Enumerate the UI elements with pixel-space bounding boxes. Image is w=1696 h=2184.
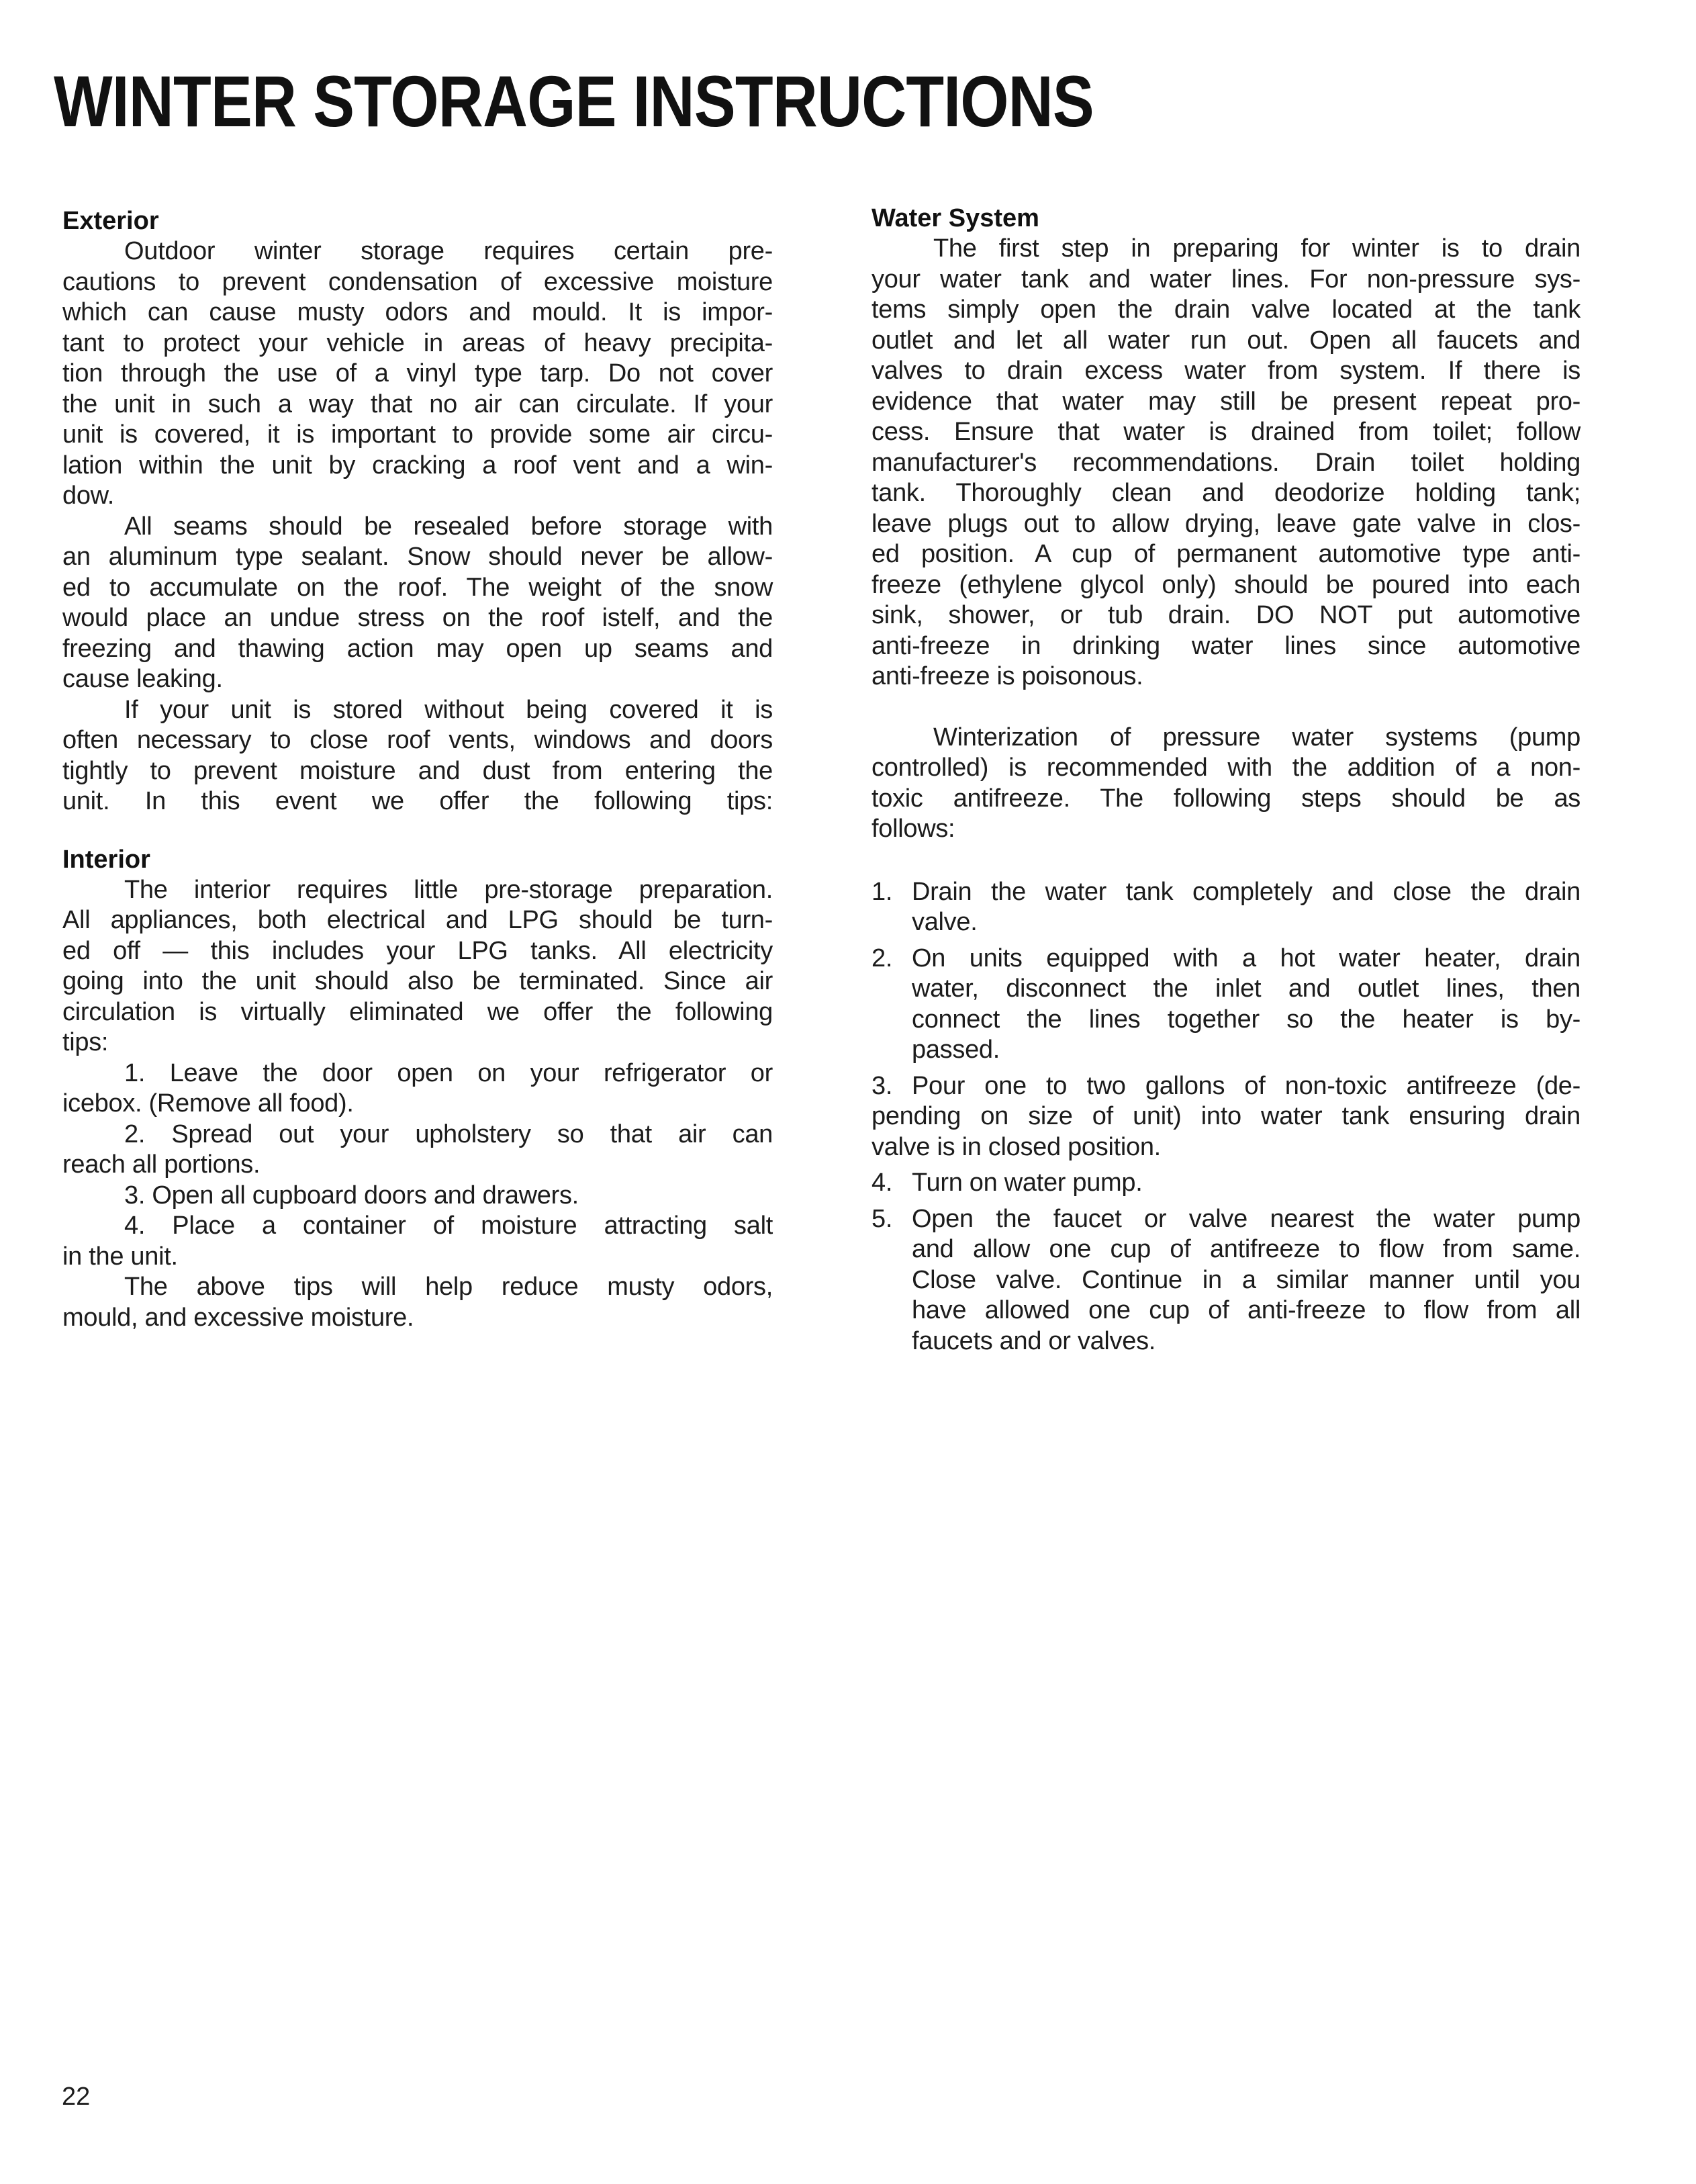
- text-line: have allowed one cup of anti-freeze to flow from all: [912, 1296, 1581, 1324]
- text-line: The first step in preparing for winter is to drain: [933, 234, 1581, 263]
- text-line: unit is covered, it is important to provide some air circu-: [62, 420, 773, 449]
- text-line: tank. Thoroughly clean and deodorize holding tank;: [871, 479, 1581, 507]
- text-line: and allow one cup of antifreeze to flow from same.: [912, 1235, 1581, 1263]
- text-line: [871, 1204, 1581, 1235]
- page-title: WINTER STORAGE INSTRUCTIONS: [54, 60, 1094, 142]
- paragraph: [62, 512, 773, 695]
- text-line: sink, shower, or tub drain. DO NOT put automotive: [871, 601, 1581, 629]
- text-line: in the unit.: [62, 1242, 178, 1271]
- text-line: leave plugs out to allow drying, leave gate valve in clos-: [871, 509, 1581, 538]
- list-item: [871, 1071, 1581, 1163]
- text-line: 3. Open all cupboard doors and drawers.: [124, 1181, 579, 1210]
- text-line: The above tips will help reduce musty odors,: [124, 1273, 773, 1301]
- page-number: 22: [62, 2083, 91, 2111]
- step-number: 5.: [871, 1204, 893, 1233]
- text-line: valves to drain excess water from system. If there is: [871, 357, 1581, 385]
- text-line: lation within the unit by cracking a roof vent and a win-: [62, 451, 773, 480]
- step-number: 1.: [871, 877, 893, 906]
- step-text: On units equipped with a hot water heater, drain: [912, 944, 1581, 972]
- step-text: Drain the water tank completely and close the drain: [912, 877, 1581, 906]
- text-line: would place an undue stress on the roof istelf, and the: [62, 604, 773, 632]
- text-line: which can cause musty odors and mould. It is impor-: [62, 298, 773, 326]
- paragraph: [871, 234, 1581, 692]
- text-line: your water tank and water lines. For non-pressure sys-: [871, 265, 1581, 293]
- paragraph: [871, 723, 1581, 845]
- paragraph: [62, 1211, 773, 1272]
- text-line: cautions to prevent condensation of excessive moisture: [62, 267, 773, 296]
- text-line: tightly to prevent moisture and dust from entering the: [62, 756, 773, 785]
- text-line: pending on size of unit) into water tank ensuring drain: [871, 1102, 1581, 1130]
- list-item: [871, 1204, 1581, 1357]
- text-line: [871, 877, 1581, 908]
- exterior-body: [62, 236, 773, 817]
- text-line: passed.: [912, 1036, 1000, 1064]
- text-line: an aluminum type sealant. Snow should never be allow-: [62, 543, 773, 571]
- text-line: Outdoor winter storage requires certain pre-: [124, 237, 773, 265]
- text-line: ed position. A cup of permanent automotive type anti-: [871, 540, 1581, 568]
- text-line: valve is in closed position.: [871, 1132, 1161, 1161]
- text-line: Close valve. Continue in a similar manner until you: [912, 1265, 1581, 1294]
- text-line: icebox. (Remove all food).: [62, 1089, 354, 1118]
- paragraph: [62, 695, 773, 817]
- right-column: [871, 203, 1581, 1357]
- step-number: 2.: [871, 944, 893, 972]
- section-heading-water-system: Water System: [871, 204, 1039, 232]
- text-line: The interior requires little pre-storage preparation.: [124, 875, 773, 904]
- paragraph: [62, 875, 773, 1058]
- text-line: ed to accumulate on the roof. The weight of the snow: [62, 573, 773, 602]
- text-line: faucets and or valves.: [912, 1326, 1156, 1355]
- list-item: [871, 877, 1581, 938]
- step-text: Pour one to two gallons of non-toxic antifreeze (de-: [912, 1071, 1581, 1100]
- text-line: water, disconnect the inlet and outlet lines, then: [912, 974, 1581, 1003]
- winterization-steps: [871, 877, 1581, 1357]
- text-line: freezing and thawing action may open up seams and: [62, 634, 773, 663]
- list-item: [871, 944, 1581, 1066]
- text-line: cause leaking.: [62, 665, 223, 693]
- paragraph: [62, 1058, 773, 1120]
- list-item: [871, 1168, 1581, 1199]
- left-column: [62, 206, 773, 1333]
- text-line: anti-freeze is poisonous.: [871, 662, 1143, 690]
- paragraph: [62, 236, 773, 512]
- text-line: [871, 1168, 1581, 1199]
- text-line: All seams should be resealed before storage with: [124, 512, 773, 541]
- text-line: 4. Place a container of moisture attracting salt: [124, 1212, 773, 1240]
- text-line: controlled) is recommended with the addition of a non-: [871, 754, 1581, 782]
- text-line: often necessary to close roof vents, windows and doors: [62, 726, 773, 754]
- spacer: [871, 692, 1581, 723]
- text-line: mould, and excessive moisture.: [62, 1303, 414, 1332]
- water-system-body: [871, 234, 1581, 845]
- text-line: tems simply open the drain valve located at the tank: [871, 295, 1581, 324]
- text-line: ed off — this includes your LPG tanks. All electricity: [62, 936, 773, 965]
- text-line: manufacturer's recommendations. Drain toilet holding: [871, 448, 1581, 477]
- text-line: tion through the use of a vinyl type tarp. Do not cover: [62, 359, 773, 388]
- text-line: tips:: [62, 1028, 109, 1056]
- text-line: 2. Spread out your upholstery so that air can: [124, 1120, 773, 1148]
- step-text: Open the faucet or valve nearest the water pump: [912, 1204, 1581, 1233]
- text-line: toxic antifreeze. The following steps should be as: [871, 784, 1581, 813]
- text-line: If your unit is stored without being covered it is: [124, 695, 773, 724]
- text-line: follows:: [871, 815, 955, 843]
- interior-body: [62, 875, 773, 1334]
- step-text: Turn on water pump.: [912, 1169, 1143, 1197]
- text-line: going into the unit should also be terminated. Since air: [62, 967, 773, 995]
- text-line: dow.: [62, 482, 114, 510]
- spacer: [62, 817, 773, 844]
- text-line: [871, 944, 1581, 974]
- text-line: cess. Ensure that water is drained from toilet; follow: [871, 418, 1581, 446]
- text-line: reach all portions.: [62, 1150, 261, 1179]
- text-line: freeze (ethylene glycol only) should be poured into each: [871, 570, 1581, 599]
- paragraph: [62, 1181, 773, 1212]
- text-line: circulation is virtually eliminated we offer the following: [62, 997, 773, 1026]
- section-heading-exterior: Exterior: [62, 207, 159, 235]
- text-line: All appliances, both electrical and LPG should be turn-: [62, 906, 773, 934]
- text-line: anti-freeze in drinking water lines since automotive: [871, 631, 1581, 660]
- section-heading-interior: Interior: [62, 845, 150, 874]
- text-line: connect the lines together so the heater is by-: [912, 1005, 1581, 1034]
- text-line: Winterization of pressure water systems (pump: [933, 723, 1581, 752]
- text-line: [871, 1071, 1581, 1102]
- text-line: evidence that water may still be present repeat pro-: [871, 387, 1581, 416]
- step-number: 3.: [871, 1071, 893, 1100]
- text-line: outlet and let all water run out. Open all faucets and: [871, 326, 1581, 355]
- text-line: the unit in such a way that no air can circulate. If your: [62, 390, 773, 418]
- paragraph: [62, 1120, 773, 1181]
- text-line: unit. In this event we offer the following tips:: [62, 787, 773, 815]
- spacer: [871, 845, 1581, 872]
- text-line: 1. Leave the door open on your refrigerator or: [124, 1058, 773, 1087]
- text-line: tant to protect your vehicle in areas of heavy precipita-: [62, 328, 773, 357]
- text-line: valve.: [912, 908, 978, 936]
- paragraph: [62, 1272, 773, 1333]
- step-number: 4.: [871, 1169, 893, 1197]
